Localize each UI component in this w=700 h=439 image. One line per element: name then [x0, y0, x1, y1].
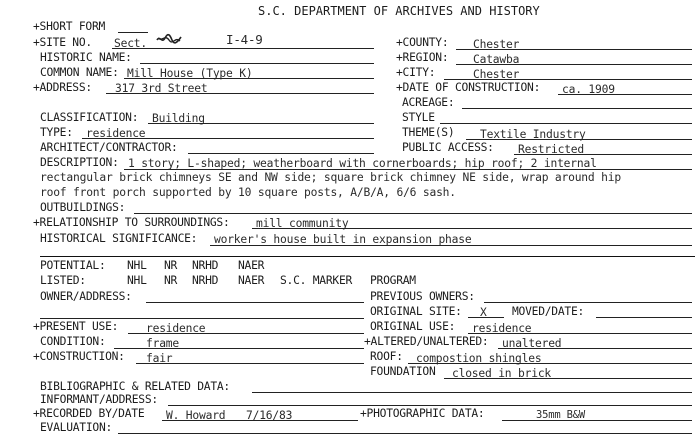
original-site-line: [468, 317, 504, 318]
present-use-label: +PRESENT USE:: [33, 320, 119, 333]
region-line: [456, 64, 692, 65]
listed-naer: NAER: [238, 274, 265, 287]
crossed-out-mark: [156, 33, 182, 45]
description-line-1: 1 story; L-shaped; weatherboard with cornerboards; hip roof; 2 internal: [128, 157, 597, 170]
description-underline-1: [124, 169, 692, 170]
listed-nhl: NHL: [127, 274, 147, 287]
outbuildings-label: OUTBUILDINGS:: [40, 201, 126, 214]
recorded-by-value: W. Howard: [166, 409, 226, 422]
construction-label: +CONSTRUCTION:: [33, 350, 125, 363]
listed-program: PROGRAM: [370, 274, 416, 287]
owner-address-label: OWNER/ADDRESS:: [40, 290, 132, 303]
bibliographic-line: [252, 392, 692, 393]
common-name-value: Mill House (Type K): [127, 67, 253, 80]
public-access-line: [514, 154, 692, 155]
historical-significance-line: [210, 245, 692, 246]
owner-address-line-2: [40, 318, 364, 319]
owner-address-line-1: [146, 302, 364, 303]
condition-line: [114, 348, 364, 349]
site-no-prefix: Sect.: [114, 37, 148, 50]
original-use-value: residence: [472, 322, 532, 335]
roof-line: [408, 363, 692, 364]
present-use-value: residence: [146, 322, 206, 335]
classification-line: [148, 123, 374, 124]
date-construction-value: ca. 1909: [562, 83, 615, 96]
foundation-line: [444, 378, 692, 379]
relationship-label: +RELATIONSHIP TO SURROUNDINGS:: [33, 216, 230, 229]
site-no-label: +SITE NO.: [33, 36, 92, 49]
evaluation-line: [118, 433, 692, 434]
bibliographic-label: BIBLIOGRAPHIC & RELATED DATA:: [40, 380, 230, 393]
themes-label: THEME(S): [402, 126, 455, 139]
themes-line: [466, 139, 692, 140]
architect-label: ARCHITECT/CONTRACTOR:: [40, 141, 178, 154]
roof-value: compostion shingles: [416, 352, 542, 365]
moved-date-line: [596, 317, 692, 318]
informant-label: INFORMANT/ADDRESS:: [40, 393, 158, 406]
photographic-data-label: +PHOTOGRAPHIC DATA:: [360, 407, 485, 420]
date-construction-label: +DATE OF CONSTRUCTION:: [396, 81, 541, 94]
recorded-by-label: +RECORDED BY/DATE: [33, 407, 145, 420]
type-line: [82, 138, 374, 139]
architect-line: [188, 153, 374, 154]
county-line: [456, 49, 692, 50]
photographic-data-value: 35mm B&W: [536, 409, 585, 421]
public-access-label: PUBLIC ACCESS:: [402, 141, 494, 154]
style-label: STYLE: [402, 111, 435, 124]
type-label: TYPE:: [40, 126, 73, 139]
site-no-value: I-4-9: [226, 32, 263, 47]
common-name-line: [124, 78, 374, 79]
date-construction-line: [558, 94, 692, 95]
themes-value: Textile Industry: [480, 128, 586, 141]
description-line-3: roof front porch supported by 10 square posts, A/B/A, 6/6 sash.: [40, 186, 456, 199]
original-use-line: [468, 333, 692, 334]
region-value: Catawba: [473, 53, 520, 66]
altered-line: [498, 348, 692, 349]
listed-label: LISTED:: [40, 274, 86, 287]
section-divider: [40, 256, 695, 257]
type-value: residence: [86, 127, 146, 140]
address-line: [106, 93, 374, 94]
style-line: [440, 123, 692, 124]
condition-label: CONDITION:: [40, 335, 106, 348]
moved-date-label: MOVED/DATE:: [512, 305, 585, 318]
address-value: 317 3rd Street: [115, 82, 208, 95]
description-label: DESCRIPTION:: [40, 156, 119, 169]
roof-label: ROOF:: [370, 350, 403, 363]
historical-significance-label: HISTORICAL SIGNIFICANCE:: [40, 232, 198, 245]
evaluation-label: EVALUATION:: [40, 421, 113, 434]
original-site-label: ORIGINAL SITE:: [370, 305, 462, 318]
historic-name-line: [140, 63, 374, 64]
listed-nr: NR: [164, 274, 178, 287]
potential-naer: NAER: [238, 259, 265, 272]
potential-label: POTENTIAL:: [40, 259, 106, 272]
outbuildings-line: [134, 213, 692, 214]
relationship-value: mill community: [256, 217, 349, 230]
recorded-date-value: 7/16/83: [246, 409, 293, 422]
historical-significance-value: worker's house built in expansion phase: [214, 233, 472, 246]
short-form-line: [118, 32, 148, 33]
short-form-label: +SHORT FORM: [33, 20, 106, 33]
historic-name-label: HISTORIC NAME:: [40, 51, 132, 64]
description-line-2: rectangular brick chimneys SE and NW side; square brick chimney NE side, wrap around hip: [40, 171, 621, 184]
previous-owners-label: PREVIOUS OWNERS:: [370, 290, 475, 303]
potential-nr: NR: [164, 259, 178, 272]
potential-nhl: NHL: [127, 259, 147, 272]
public-access-value: Restricted: [518, 143, 585, 156]
city-line: [444, 79, 692, 80]
common-name-label: COMMON NAME:: [40, 66, 119, 79]
acreage-line: [462, 108, 692, 109]
informant-line: [168, 405, 692, 406]
original-use-label: ORIGINAL USE:: [370, 320, 456, 333]
listed-nrhd: NRHD: [192, 274, 219, 287]
original-site-value: X: [480, 306, 487, 319]
listed-sc-marker: S.C. MARKER: [280, 274, 353, 287]
city-value: Chester: [473, 68, 520, 81]
foundation-value: closed in brick: [452, 367, 552, 380]
present-use-line: [128, 333, 364, 334]
construction-line: [136, 363, 364, 364]
region-label: +REGION:: [396, 51, 449, 64]
relationship-line: [252, 228, 692, 229]
foundation-label: FOUNDATION: [370, 365, 436, 378]
altered-label: +ALTERED/UNALTERED:: [364, 335, 489, 348]
previous-owners-line: [484, 302, 692, 303]
potential-nrhd: NRHD: [192, 259, 219, 272]
county-value: Chester: [473, 38, 520, 51]
form-header-title: S.C. DEPARTMENT OF ARCHIVES AND HISTORY: [258, 4, 540, 18]
city-label: +CITY:: [396, 66, 436, 79]
classification-value: Building: [152, 112, 205, 125]
site-no-line: [112, 48, 374, 49]
county-label: +COUNTY:: [396, 36, 449, 49]
altered-value: unaltered: [502, 337, 562, 350]
photographic-data-line: [502, 420, 692, 421]
acreage-label: ACREAGE:: [402, 96, 455, 109]
condition-value: frame: [146, 337, 180, 350]
construction-value: fair: [146, 352, 173, 365]
address-label: +ADDRESS:: [33, 81, 92, 94]
recorded-by-line: [162, 420, 358, 421]
classification-label: CLASSIFICATION:: [40, 111, 139, 124]
